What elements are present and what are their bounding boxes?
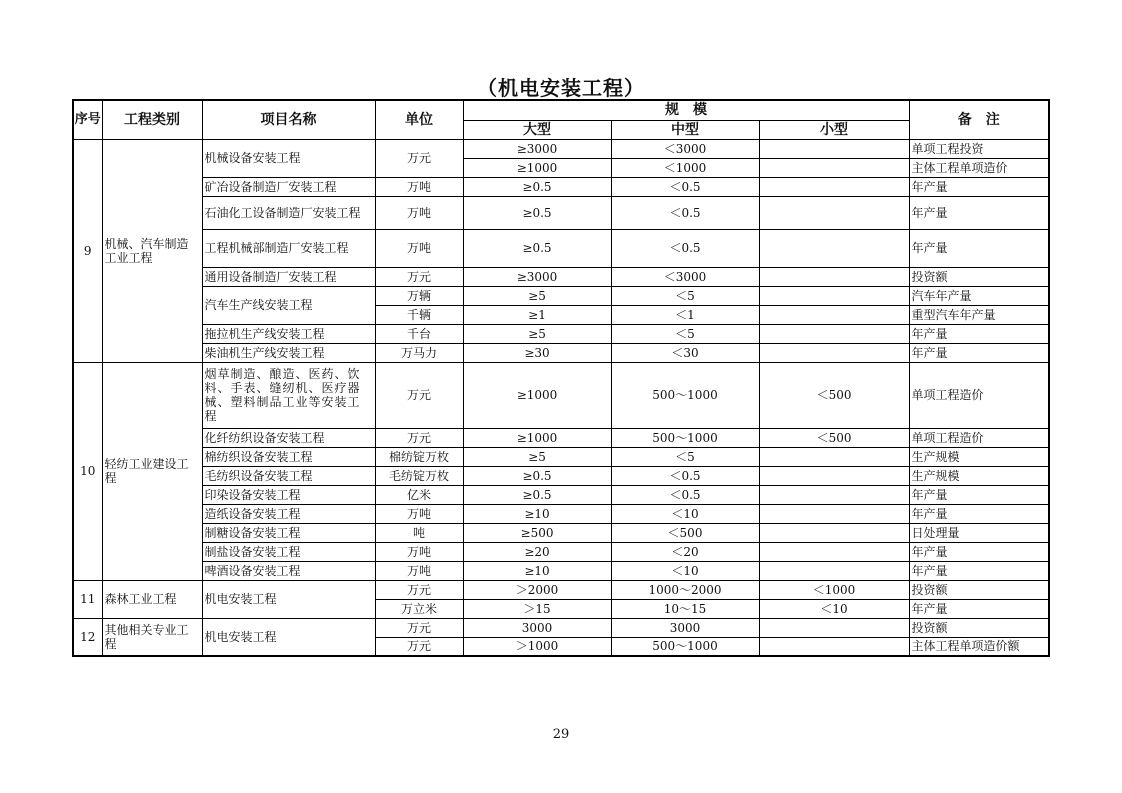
medium-cell: 500～1000 (611, 637, 759, 656)
header-scale: 规 模 (463, 100, 909, 120)
large-cell: ≥0.5 (463, 177, 611, 196)
header-seq: 序号 (73, 100, 102, 139)
row-number: 10 (73, 362, 102, 580)
medium-cell: ＜30 (611, 343, 759, 362)
remarks-cell: 投资额 (909, 267, 1049, 286)
row-number: 12 (73, 618, 102, 656)
project-cell: 机电安装工程 (202, 580, 375, 618)
remarks-cell: 汽车年产量 (909, 286, 1049, 305)
remarks-cell: 主体工程单项造价 (909, 158, 1049, 177)
project-cell: 机械设备安装工程 (202, 139, 375, 177)
unit-cell: 万元 (375, 139, 463, 177)
large-cell: ≥10 (463, 504, 611, 523)
project-cell: 矿冶设备制造厂安装工程 (202, 177, 375, 196)
large-cell: ≥10 (463, 561, 611, 580)
small-cell (759, 305, 909, 324)
unit-cell: 万元 (375, 637, 463, 656)
project-cell: 汽车生产线安装工程 (202, 286, 375, 324)
remarks-cell: 年产量 (909, 343, 1049, 362)
medium-cell: ＜0.5 (611, 485, 759, 504)
small-cell (759, 618, 909, 637)
large-cell: ≥500 (463, 523, 611, 542)
unit-cell: 毛纺锭万枚 (375, 466, 463, 485)
unit-cell: 万元 (375, 580, 463, 599)
small-cell (759, 561, 909, 580)
header-project: 项目名称 (202, 100, 375, 139)
large-cell: ＞2000 (463, 580, 611, 599)
remarks-cell: 年产量 (909, 177, 1049, 196)
project-cell: 制糖设备安装工程 (202, 523, 375, 542)
medium-cell: ＜3000 (611, 139, 759, 158)
small-cell (759, 485, 909, 504)
medium-cell: ＜10 (611, 504, 759, 523)
small-cell (759, 229, 909, 267)
medium-cell: ＜10 (611, 561, 759, 580)
small-cell (759, 139, 909, 158)
remarks-cell: 投资额 (909, 580, 1049, 599)
small-cell (759, 158, 909, 177)
project-cell: 化纤纺织设备安装工程 (202, 428, 375, 447)
remarks-cell: 投资额 (909, 618, 1049, 637)
project-cell: 通用设备制造厂安装工程 (202, 267, 375, 286)
unit-cell: 万立米 (375, 599, 463, 618)
project-cell: 柴油机生产线安装工程 (202, 343, 375, 362)
unit-cell: 万吨 (375, 542, 463, 561)
remarks-cell: 年产量 (909, 561, 1049, 580)
small-cell (759, 177, 909, 196)
unit-cell: 吨 (375, 523, 463, 542)
project-cell: 石油化工设备制造厂安装工程 (202, 196, 375, 229)
header-category: 工程类别 (102, 100, 202, 139)
unit-cell: 万吨 (375, 196, 463, 229)
remarks-cell: 生产规模 (909, 466, 1049, 485)
large-cell: ≥0.5 (463, 196, 611, 229)
unit-cell: 万元 (375, 618, 463, 637)
small-cell: ＜500 (759, 362, 909, 428)
medium-cell: ＜5 (611, 286, 759, 305)
large-cell: ≥0.5 (463, 229, 611, 267)
project-cell: 毛纺织设备安装工程 (202, 466, 375, 485)
remarks-cell: 年产量 (909, 599, 1049, 618)
project-cell: 拖拉机生产线安装工程 (202, 324, 375, 343)
small-cell (759, 523, 909, 542)
small-cell (759, 196, 909, 229)
small-cell (759, 447, 909, 466)
row-number: 9 (73, 139, 102, 362)
unit-cell: 万元 (375, 428, 463, 447)
large-cell: ≥20 (463, 542, 611, 561)
header-unit: 单位 (375, 100, 463, 139)
small-cell (759, 637, 909, 656)
large-cell: ＞1000 (463, 637, 611, 656)
medium-cell: ＜5 (611, 324, 759, 343)
category-cell: 森林工业工程 (102, 580, 202, 618)
header-remarks: 备 注 (909, 100, 1049, 139)
large-cell: ≥3000 (463, 267, 611, 286)
medium-cell: ＜500 (611, 523, 759, 542)
remarks-cell: 生产规模 (909, 447, 1049, 466)
project-cell: 啤酒设备安装工程 (202, 561, 375, 580)
large-cell: ≥5 (463, 324, 611, 343)
project-cell: 印染设备安装工程 (202, 485, 375, 504)
remarks-cell: 年产量 (909, 324, 1049, 343)
small-cell: ＜1000 (759, 580, 909, 599)
remarks-cell: 日处理量 (909, 523, 1049, 542)
unit-cell: 万元 (375, 362, 463, 428)
unit-cell: 万吨 (375, 504, 463, 523)
medium-cell: ＜1000 (611, 158, 759, 177)
medium-cell: 500～1000 (611, 362, 759, 428)
medium-cell: 500～1000 (611, 428, 759, 447)
large-cell: ＞15 (463, 599, 611, 618)
small-cell (759, 504, 909, 523)
medium-cell: 1000～2000 (611, 580, 759, 599)
medium-cell: ＜5 (611, 447, 759, 466)
unit-cell: 千台 (375, 324, 463, 343)
medium-cell: ＜0.5 (611, 466, 759, 485)
medium-cell: ＜1 (611, 305, 759, 324)
project-cell: 工程机械部制造厂安装工程 (202, 229, 375, 267)
unit-cell: 万吨 (375, 561, 463, 580)
unit-cell: 万马力 (375, 343, 463, 362)
remarks-cell: 单项工程投资 (909, 139, 1049, 158)
project-cell: 造纸设备安装工程 (202, 504, 375, 523)
remarks-cell: 主体工程单项造价额 (909, 637, 1049, 656)
medium-cell: ＜0.5 (611, 229, 759, 267)
large-cell: 3000 (463, 618, 611, 637)
unit-cell: 万吨 (375, 177, 463, 196)
large-cell: ≥1000 (463, 362, 611, 428)
project-cell: 棉纺织设备安装工程 (202, 447, 375, 466)
header-large: 大型 (463, 120, 611, 139)
large-cell: ≥0.5 (463, 466, 611, 485)
page-number: 29 (552, 727, 570, 742)
medium-cell: ＜20 (611, 542, 759, 561)
medium-cell: 10～15 (611, 599, 759, 618)
small-cell (759, 466, 909, 485)
row-number: 11 (73, 580, 102, 618)
category-cell: 机械、汽车制造工业工程 (102, 139, 202, 362)
unit-cell: 亿米 (375, 485, 463, 504)
small-cell (759, 286, 909, 305)
small-cell: ＜10 (759, 599, 909, 618)
small-cell (759, 542, 909, 561)
large-cell: ≥1000 (463, 428, 611, 447)
remarks-cell: 重型汽车年产量 (909, 305, 1049, 324)
medium-cell: 3000 (611, 618, 759, 637)
remarks-cell: 年产量 (909, 196, 1049, 229)
large-cell: ≥0.5 (463, 485, 611, 504)
remarks-cell: 年产量 (909, 229, 1049, 267)
remarks-cell: 单项工程造价 (909, 362, 1049, 428)
page-title: （机电安装工程） (477, 76, 645, 100)
unit-cell: 棉纺锭万枚 (375, 447, 463, 466)
header-small: 小型 (759, 120, 909, 139)
unit-cell: 万吨 (375, 229, 463, 267)
unit-cell: 万元 (375, 267, 463, 286)
medium-cell: ＜0.5 (611, 177, 759, 196)
unit-cell: 千辆 (375, 305, 463, 324)
large-cell: ≥1000 (463, 158, 611, 177)
large-cell: ≥1 (463, 305, 611, 324)
small-cell (759, 343, 909, 362)
remarks-cell: 年产量 (909, 485, 1049, 504)
remarks-cell: 年产量 (909, 504, 1049, 523)
project-cell: 制盐设备安装工程 (202, 542, 375, 561)
unit-cell: 万辆 (375, 286, 463, 305)
scale-table (72, 99, 1050, 657)
small-cell (759, 267, 909, 286)
remarks-cell: 年产量 (909, 542, 1049, 561)
large-cell: ≥3000 (463, 139, 611, 158)
medium-cell: ＜3000 (611, 267, 759, 286)
large-cell: ≥5 (463, 286, 611, 305)
header-medium: 中型 (611, 120, 759, 139)
large-cell: ≥30 (463, 343, 611, 362)
category-cell: 其他相关专业工程 (102, 618, 202, 656)
project-cell: 烟草制造、酿造、医药、饮料、手表、缝纫机、医疗器械、塑料制品工业等安装工程 (202, 362, 375, 428)
remarks-cell: 单项工程造价 (909, 428, 1049, 447)
project-cell: 机电安装工程 (202, 618, 375, 656)
small-cell (759, 324, 909, 343)
medium-cell: ＜0.5 (611, 196, 759, 229)
small-cell: ＜500 (759, 428, 909, 447)
category-cell: 轻纺工业建设工程 (102, 362, 202, 580)
large-cell: ≥5 (463, 447, 611, 466)
